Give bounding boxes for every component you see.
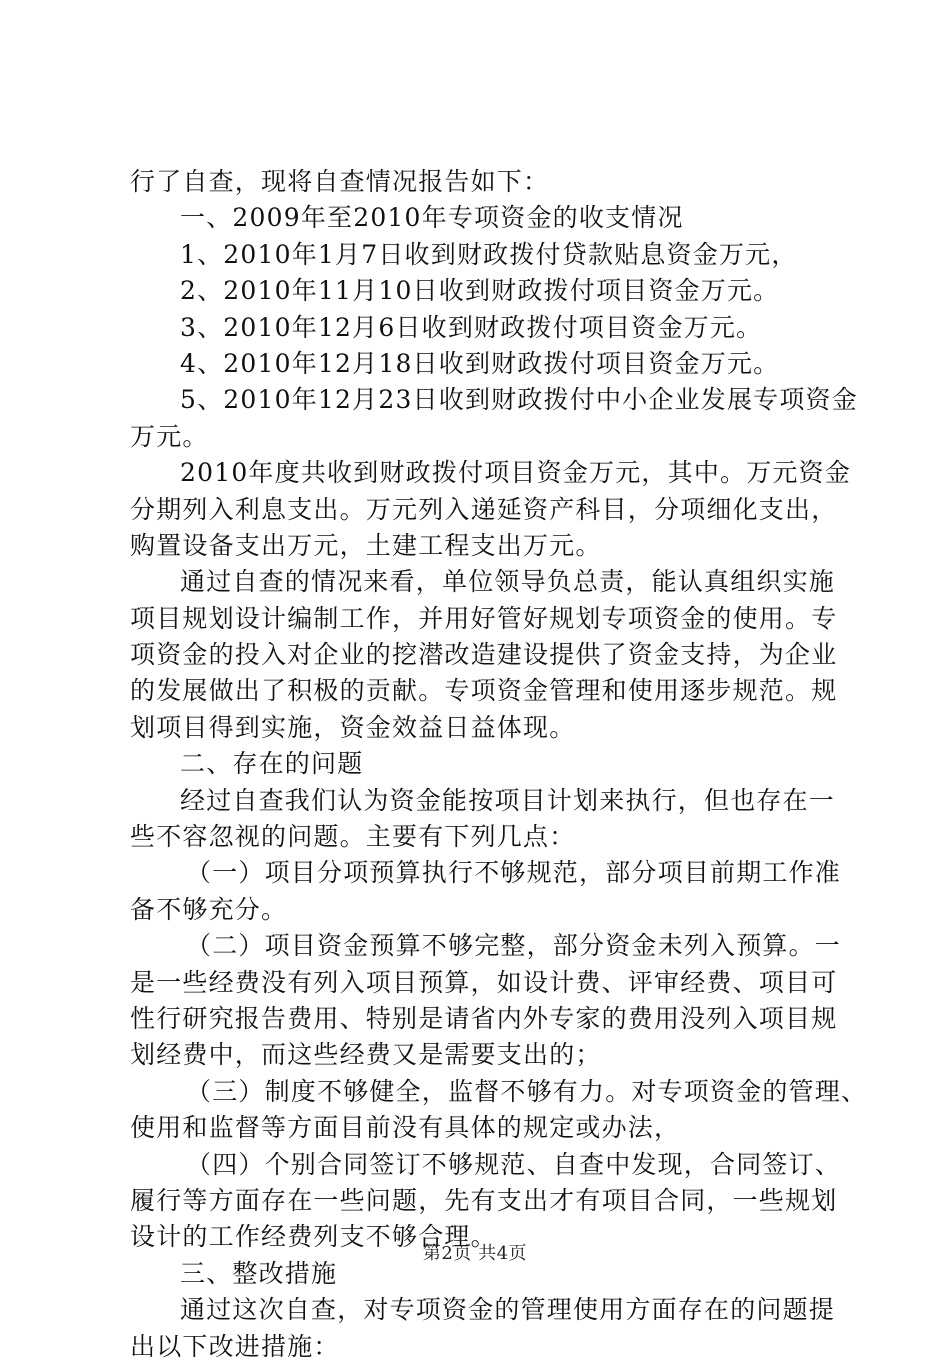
text-line: 行了自查，现将自查情况报告如下：: [130, 167, 550, 196]
text-line: 2010年度共收到财政拨付项目资金万元，其中。万元资金: [180, 458, 852, 488]
text-line: 划项目得到实施，资金效益日益体现。: [130, 712, 576, 742]
text-line: 通过自查的情况来看，单位领导负总责，能认真组织实施: [180, 567, 836, 597]
text-line: 经过自查我们认为资金能按项目计划来执行，但也存在一: [180, 785, 836, 815]
text-line: 划经费中，而这些经费又是需要支出的；: [130, 1040, 602, 1070]
text-line: 二、存在的问题: [180, 749, 364, 779]
page-footer: 第2页 共4页: [422, 1243, 528, 1264]
text-line: 履行等方面存在一些问题，先有支出才有项目合同，一些规划: [130, 1185, 838, 1215]
text-line: （四）个别合同签订不够规范、自查中发现，合同签订、: [186, 1149, 842, 1179]
text-line: 使用和监督等方面目前没有具体的规定或办法，: [130, 1113, 681, 1143]
text-line: 5、2010年12月23日收到财政拨付中小企业发展专项资金: [180, 385, 858, 415]
text-line: 3、2010年12月6日收到财政拨付项目资金万元。: [180, 312, 763, 342]
text-line: 是一些经费没有列入项目预算，如设计费、评审经费、项目可: [130, 967, 838, 997]
text-line: 些不容忽视的问题。主要有下列几点：: [130, 822, 576, 852]
text-line: 通过这次自查，对专项资金的管理使用方面存在的问题提: [180, 1295, 836, 1325]
text-line: 出以下改进措施：: [130, 1331, 340, 1361]
text-line: （二）项目资金预算不够完整，部分资金未列入预算。一: [186, 931, 842, 961]
text-line: 分期列入利息支出。万元列入递延资产科目，分项细化支出，: [130, 494, 838, 524]
text-line: 三、整改措施: [180, 1258, 338, 1288]
text-line: 1、2010年1月7日收到财政拨付贷款贴息资金万元，: [180, 239, 798, 269]
text-line: 备不够充分。: [130, 894, 288, 924]
text-line: （三）制度不够健全，监督不够有力。对专项资金的管理、: [186, 1076, 868, 1106]
text-line: （一）项目分项预算执行不够规范，部分项目前期工作准: [186, 858, 842, 888]
text-line: 设计的工作经费列支不够合理。: [130, 1222, 497, 1252]
text-line: 一、2009年至2010年专项资金的收支情况: [180, 203, 684, 233]
text-line: 的发展做出了积极的贡献。专项资金管理和使用逐步规范。规: [130, 676, 838, 706]
document-body: [130, 164, 868, 1365]
text-line: 购置设备支出万元，土建工程支出万元。: [130, 530, 602, 560]
text-line: 项目规划设计编制工作，并用好管好规划专项资金的使用。专: [130, 603, 838, 633]
text-line: 性行研究报告费用、特别是请省内外专家的费用没列入项目规: [130, 1003, 838, 1033]
text-line: 项资金的投入对企业的挖潜改造建设提供了资金支持，为企业: [130, 640, 838, 670]
text-line: 2、2010年11月10日收到财政拨付项目资金万元。: [180, 276, 780, 306]
text-line: 万元。: [130, 421, 209, 451]
text-line: 4、2010年12月18日收到财政拨付项目资金万元。: [180, 348, 780, 378]
